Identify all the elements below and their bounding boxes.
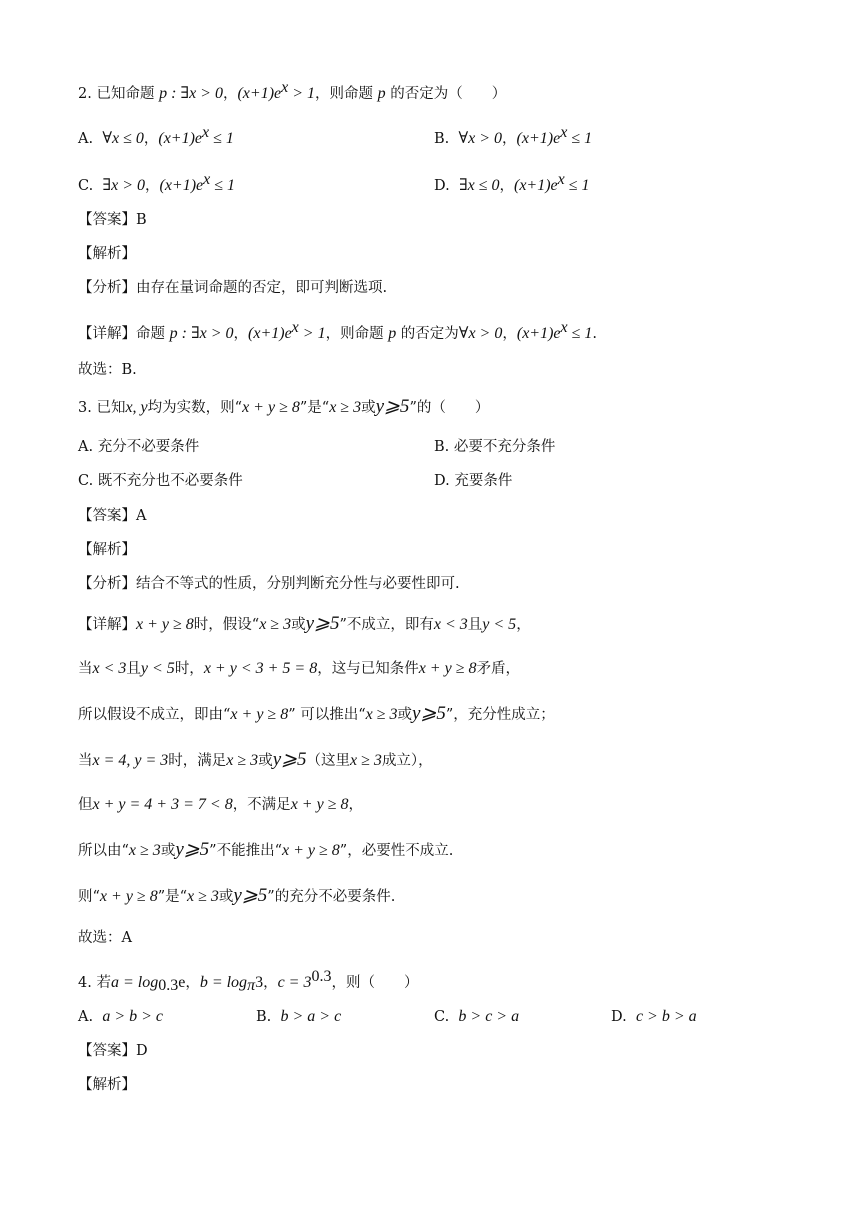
q2-option-b [434,123,592,149]
q3-stem-text: ”是“ [299,400,330,416]
q3-analysis: 【解析】 [78,542,136,558]
detail-text: 或 [218,889,234,905]
q3-fenxi: 【分析】结合不等式的性质，分别判断充分性与必要性即可. [78,576,460,592]
option-sup: x [203,171,211,188]
option-math: ∃x > 0 [102,177,145,194]
q2-stem-math: (x+1)e [237,85,282,102]
q3-detail-line-2 [78,659,520,679]
q3-detail-line-6 [78,840,453,861]
q2-detail [78,318,597,344]
detail-math: y⩾5 [272,749,307,770]
q4-stem-sep: ， [263,975,278,991]
detail-math: x ≥ 3 [226,752,259,769]
option-math: (x+1)e [159,177,204,194]
q3-detail-line-1 [78,614,531,635]
q4-stem [78,967,418,996]
detail-sep: ， [502,326,517,342]
detail-math: x ≥ 3 [187,888,219,905]
q2-stem-text: 2. 已知命题 [78,86,155,102]
q2-stem-math: p : ∃x > 0 [159,85,223,102]
q2-stem-sep: ， [222,86,238,102]
detail-math: p [388,325,397,342]
q4-stem-math: e [178,974,186,991]
detail-math: x + y = 4 + 3 = 7 < 8 [92,796,233,813]
detail-text: ”，必要性不成立. [339,843,454,859]
q3-option-c: C. 既不充分也不必要条件 [78,473,243,489]
q4-analysis: 【解析】 [78,1077,136,1093]
q4-stem-text: ，则（ ） [331,975,419,991]
q4-stem-math: 3 [255,974,264,991]
detail-text: ”，充分性成立； [445,707,555,723]
detail-math: y⩾5 [412,703,446,724]
q3-answer: 【答案】A [78,508,147,524]
detail-text: 的否定为 [400,326,459,342]
option-sep: ， [502,131,517,147]
q2-fenxi: 【分析】由存在量词命题的否定，即可判断选项. [78,280,388,296]
option-sep: ， [143,131,159,147]
detail-text: ，则命题 [325,326,384,342]
detail-math: x + y ≥ 8 [230,706,289,723]
q3-stem-text: 3. 已知 [78,400,126,416]
q4-option-b [256,1007,341,1027]
detail-math: x + y < 3 + 5 = 8 [203,660,318,677]
detail-text: 时，满足 [168,753,227,769]
detail-text: ， [516,617,531,633]
detail-math: x < 3 [433,616,468,633]
detail-text: 且 [126,661,141,677]
detail-text: 且 [467,617,483,633]
option-math: ∃x ≤ 0 [458,177,500,194]
q2-choose: 故选：B. [78,362,137,378]
detail-math: x ≥ 3 [365,706,398,723]
option-math: a > b > c [102,1008,164,1025]
detail-text: ”不能推出“ [209,843,282,859]
detail-text: 矛盾， [476,661,520,677]
option-label: A. [78,131,94,147]
q2-stem-math: p [377,85,386,102]
detail-text: 【详解】 [78,617,136,633]
option-label: A. [78,1009,94,1025]
q4-stem-math: a = log [110,974,159,991]
q3-stem [78,397,489,418]
q3-detail-line-5 [78,795,363,815]
detail-sup: x [291,319,299,336]
option-math: (x+1)e [158,130,203,147]
detail-text: 当 [78,661,93,677]
option-label: D. [434,178,450,194]
detail-math: (x+1)e [516,325,561,342]
q2-analysis: 【解析】 [78,246,136,262]
q4-stem-sep: ， [185,975,200,991]
option-math: (x+1)e [516,130,561,147]
option-math: ≤ 1 [210,177,236,194]
q3-detail-line-4 [78,750,433,771]
detail-math: y⩾5 [233,885,268,906]
q4-stem-math: c = 3 [277,974,312,991]
q4-option-a [78,1007,163,1027]
option-math: ≤ 1 [564,177,590,194]
q3-option-b: B. 必要不充分条件 [434,439,556,455]
option-label: B. [256,1009,272,1025]
detail-text: 或 [160,843,176,859]
option-sep: ， [499,178,514,194]
q3-stem-math: y⩾5 [375,396,410,417]
q4-answer: 【答案】D [78,1043,148,1059]
detail-math: x ≥ 3 [259,616,292,633]
detail-math: ≤ 1 [567,325,593,342]
q4-stem-text: 4. 若 [78,975,111,991]
option-math: c > b > a [635,1008,697,1025]
q2-stem-sup: x [281,79,289,96]
detail-math: x + y ≥ 8 [290,796,349,813]
q3-option-d: D. 充要条件 [434,473,513,489]
q3-option-a: A. 充分不必要条件 [78,439,200,455]
detail-math: x ≥ 3 [128,842,161,859]
q3-choose: 故选：A [78,930,132,946]
option-math: ≤ 1 [209,130,234,147]
q2-stem-text: 的否定为（ ） [390,86,507,102]
detail-math: x < 3 [92,660,127,677]
q2-option-c [78,170,235,196]
detail-text: 所以假设不成立，即由“ [78,707,231,723]
q4-stem-sub: π [247,977,256,994]
q3-detail-line-3 [78,704,555,725]
detail-math: y < 5 [140,660,175,677]
q2-option-d [434,170,590,196]
q4-option-c [434,1007,519,1027]
detail-text: ，不满足 [232,797,291,813]
detail-text: （这里 [306,753,351,769]
q4-stem-sub: 0.3 [158,977,179,994]
detail-text: 当 [78,753,93,769]
detail-text: ”不成立，即有 [339,617,434,633]
detail-text: ” 可以推出“ [288,707,366,723]
detail-text: 但 [78,797,93,813]
q3-stem-math: x, y [125,399,148,416]
option-math: ≤ 1 [567,130,593,147]
detail-text: 时， [174,661,204,677]
detail-text: 或 [258,753,273,769]
detail-text: 或 [291,617,306,633]
option-sup: x [557,171,565,188]
detail-math: p : ∃x > 0 [169,325,234,342]
q3-detail-line-7 [78,886,395,907]
q3-stem-text: 或 [361,400,376,416]
q4-stem-math: b = log [199,974,248,991]
option-sep: ， [144,178,160,194]
q3-stem-text: 均为实数，则“ [147,400,243,416]
q2-answer: 【答案】B [78,212,147,228]
option-math: ∀x > 0 [458,130,503,147]
detail-text: ， [348,797,363,813]
option-math: b > a > c [280,1008,342,1025]
detail-math: x + y ≥ 8 [282,842,340,859]
q2-stem [78,78,506,104]
detail-math: ∀x > 0 [458,325,503,342]
q3-stem-text: ”的（ ） [409,400,490,416]
option-sup: x [202,124,210,141]
detail-text: ”是“ [157,889,188,905]
detail-sep: ， [233,326,249,342]
detail-math: x + y ≥ 8 [136,616,194,633]
option-math: b > c > a [458,1008,520,1025]
detail-math: x + y ≥ 8 [99,888,158,905]
detail-text: 所以由“ [78,843,129,859]
q2-option-a [78,123,234,149]
detail-sup: x [560,319,568,336]
option-label: C. [434,1009,450,1025]
detail-text: 【详解】命题 [78,326,165,342]
detail-text: ”的充分不必要条件. [267,889,396,905]
detail-math: y⩾5 [305,613,340,634]
option-sup: x [560,124,568,141]
q4-stem-sup: 0.3 [311,968,332,985]
detail-math: y⩾5 [175,839,210,860]
option-label: C. [78,178,94,194]
option-label: B. [434,131,450,147]
detail-text: 或 [397,707,413,723]
option-math: (x+1)e [514,177,558,194]
option-label: D. [611,1009,627,1025]
q2-stem-text: ，则命题 [315,86,374,102]
detail-math: x = 4, y = 3 [92,752,169,769]
detail-text: ，这与已知条件 [317,661,419,677]
q4-option-d [611,1007,697,1027]
q3-stem-math: x ≥ 3 [329,399,362,416]
detail-math: y < 5 [482,616,517,633]
detail-math: x ≥ 3 [350,752,382,769]
q3-stem-math: x + y ≥ 8 [242,399,300,416]
detail-math: > 1 [298,325,326,342]
detail-math: (x+1)e [248,325,292,342]
detail-text: 时，假设“ [193,617,260,633]
option-math: ∀x ≤ 0 [102,130,144,147]
detail-text: 则“ [78,889,100,905]
detail-text: 成立）， [381,753,433,769]
q2-stem-math: > 1 [288,85,316,102]
detail-text: . [592,326,598,342]
detail-math: x + y ≥ 8 [418,660,477,677]
